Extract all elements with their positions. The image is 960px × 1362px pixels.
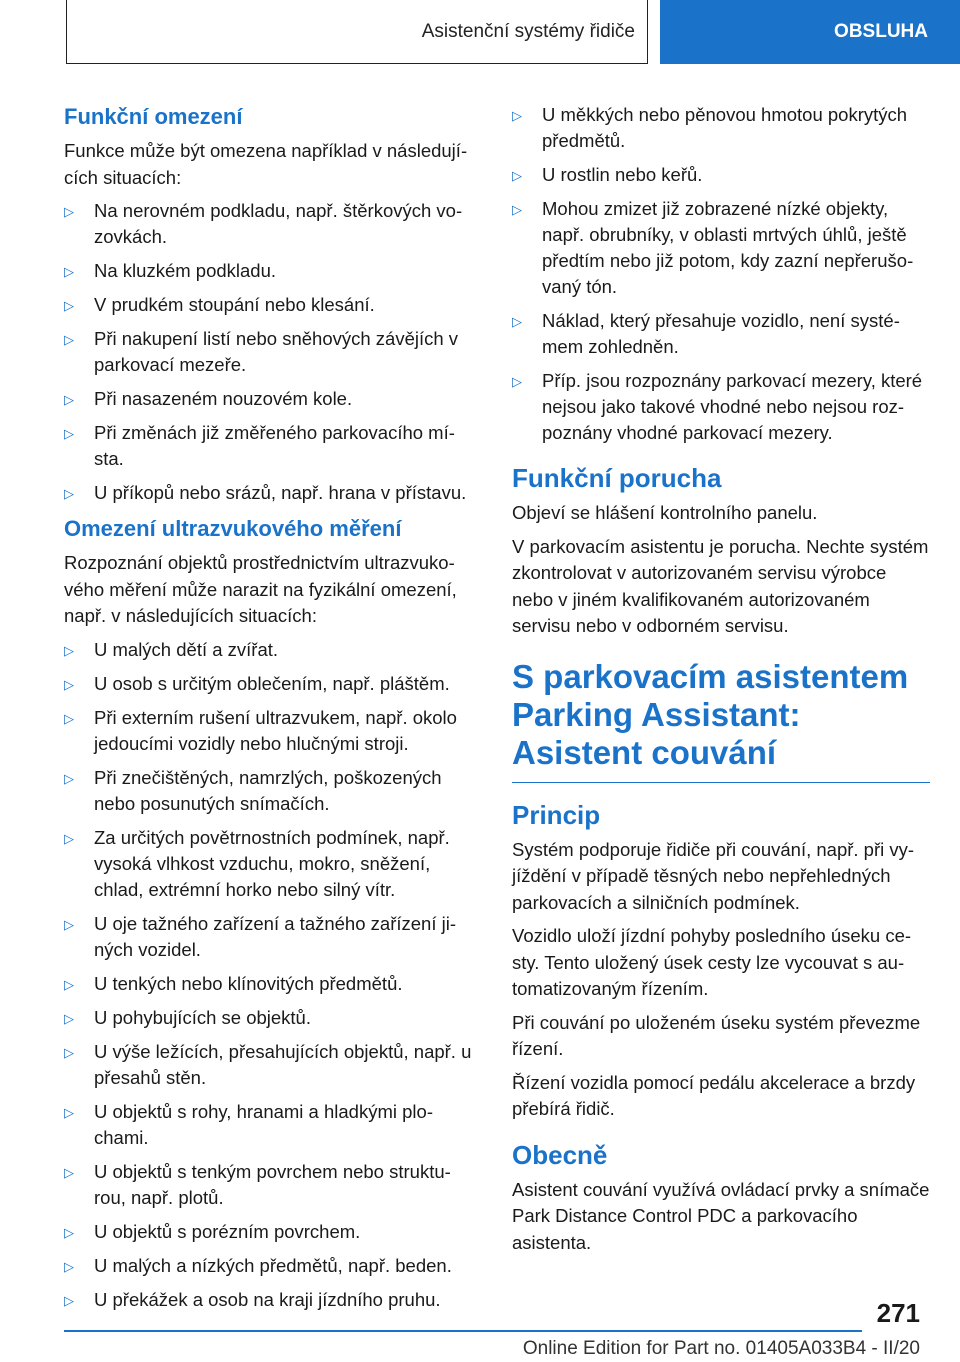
list-item: ▷ Při externím rušení ultrazvukem, např. okolo jedoucími vozidly nebo hlučnými stroji. [64,706,457,754]
principle-paragraph-2: Vozidlo uloží jízdní pohyby posledního úseku cesty. Tento uložený úsek cesty lze vycouvat s automatizovaným řízením. [512,925,912,999]
footer-edition-text: Online Edition for Part no. 01405A033B4 - II/20 [522,1338,920,1359]
section-title-functional-limits: Funkční omezení [64,104,243,129]
list-item: ▷ U rostlin nebo keřů. [512,162,930,188]
triangle-bullet-icon: ▷ [64,676,74,692]
list-item: ▷ U měkkých nebo pěnovou hmotou pokrytých předmětů. [512,104,908,151]
list-item: ▷ U pohybujících se objektů. [64,1005,476,1031]
list-item: ▷ Mohou zmizet již zobrazené nízké objekty, např. obrubníky, v oblasti mrtvých úhlů, ještě předtím nebo již potom, kdy zazní nepřerušovaný tón. [512,198,914,297]
list-item: ▷ U malých a nízkých předmětů, např. beden. [64,1253,476,1279]
principle-paragraph-4: Řízení vozidla pomocí pedálu akcelerace a brzdy přebírá řidič. [512,1071,916,1119]
triangle-bullet-icon: ▷ [64,916,74,932]
list-item: ▷ Na nerovném podkladu, např. štěrkových vozovkách. [64,200,463,247]
list-item: ▷ U osob s určitým oblečením, např. pláštěm. [64,671,476,697]
triangle-bullet-icon: ▷ [64,332,74,347]
triangle-bullet-icon: ▷ [64,770,74,786]
triangle-bullet-icon: ▷ [64,298,74,313]
list-item: ▷ U tenkých nebo klínovitých předmětů. [64,971,476,997]
triangle-bullet-icon: ▷ [64,264,74,279]
list-item: ▷ U objektů s tenkým povrchem nebo strukturou, např. plotů. [64,1160,451,1208]
list-item: ▷ Při změnách již změřeného parkovacího místa. [64,422,455,469]
triangle-bullet-icon: ▷ [512,168,522,183]
triangle-bullet-icon: ▷ [64,830,74,846]
list-item: ▷ Za určitých povětrnostních podmínek, např. vysoká vlhkost vzduchu, mokro, sněžení, chlad, extrémní horko nebo silný vítr. [64,826,450,900]
triangle-bullet-icon: ▷ [64,1224,74,1240]
triangle-bullet-icon: ▷ [512,202,522,217]
list-item: ▷ U objektů s porézním povrchem. [64,1219,476,1245]
triangle-bullet-icon: ▷ [64,1164,74,1180]
triangle-bullet-icon: ▷ [64,426,74,441]
header-section-title: Asistenční systémy řidiče [421,20,635,42]
right-column [512,102,930,1263]
list-item: ▷ Při nakupení listí nebo sněhových závějích v parkovací mezeře. [64,328,459,375]
header-chapter-tab: OBSLUHA [660,0,960,64]
page-number: 271 [876,1298,920,1328]
triangle-bullet-icon: ▷ [64,976,74,992]
fault-paragraph-1: Objeví se hlášení kontrolního panelu. [512,502,818,523]
triangle-bullet-icon: ▷ [512,314,522,329]
list-item: ▷ U překážek a osob na kraji jízdního pruhu. [64,1287,476,1313]
functional-limits-intro: Funkce může být omezena například v následujících situacích: [64,140,468,188]
triangle-bullet-icon: ▷ [64,642,74,658]
ultrasonic-limits-list [64,637,476,1313]
list-item: ▷ Na kluzkém podkladu. [64,258,476,284]
list-item: ▷ V prudkém stoupání nebo klesání. [64,292,476,318]
section-title-principle: Princip [512,799,601,830]
functional-limits-list [64,198,476,506]
list-item: ▷ Příp. jsou rozpoznány parkovací mezery, které nejsou jako takové vhodné nebo nejsou rozpoznány vhodné parkovací mezery. [512,370,923,443]
triangle-bullet-icon: ▷ [512,374,522,389]
section-title-general: Obecně [512,1139,608,1170]
triangle-bullet-icon: ▷ [64,486,74,501]
chapter-title-reversing-assistant: S parkovacím asistentem Parking Assistant: Asistent couvání [512,658,930,783]
general-paragraph-1: Asistent couvání využívá ovládací prvky a snímače Park Distance Control PDC a parkovacího asistenta. [512,1178,930,1253]
list-item: ▷ U objektů s rohy, hranami a hladkými plochami. [64,1100,433,1148]
list-item: ▷ Při znečištěných, namrzlých, poškozených nebo posunutých snímačích. [64,766,442,814]
fault-paragraph-2: V parkovacím asistentu je porucha. Nechte systém zkontrolovat v autorizovaném servisu výrobce nebo v jiném kvalifikovaném autorizovaném servisu nebo v odborném servisu. [512,535,929,636]
list-item: ▷ Při nasazeném nouzovém kole. [64,386,476,412]
triangle-bullet-icon: ▷ [64,1292,74,1308]
section-title-functional-fault: Funkční porucha [512,463,722,493]
left-column [64,102,476,1321]
footer-divider [64,1330,862,1332]
triangle-bullet-icon: ▷ [64,710,74,726]
list-item: ▷ U oje tažného zařízení a tažného zařízení jiných vozidel. [64,912,456,960]
principle-paragraph-3: Při couvání po uloženém úseku systém převezme řízení. [512,1011,921,1059]
triangle-bullet-icon: ▷ [64,1044,74,1060]
section-title-ultrasonic-limits: Omezení ultrazvukového měření [64,516,402,541]
triangle-bullet-icon: ▷ [64,392,74,407]
list-item: ▷ U příkopů nebo srázů, např. hrana v přístavu. [64,480,476,506]
triangle-bullet-icon: ▷ [64,204,74,219]
list-item: ▷ U malých dětí a zvířat. [64,637,476,663]
principle-paragraph-1: Systém podporuje řidiče při couvání, např. při vyjíždění v případě těsných nebo nepřehledných parkovacích a silničních podmínek. [512,838,915,913]
triangle-bullet-icon: ▷ [64,1104,74,1120]
triangle-bullet-icon: ▷ [64,1010,74,1026]
list-item: ▷ Náklad, který přesahuje vozidlo, není systémem zohledněn. [512,310,900,357]
ultrasonic-limits-list-continued [512,102,930,446]
list-item: ▷ U výše ležících, přesahujících objektů, např. u přesahů stěn. [64,1040,472,1088]
ultrasonic-limits-intro: Rozpoznání objektů prostřednictvím ultrazvukového měření může narazit na fyzikální omezení, např. v následujících situacích: [64,552,457,626]
triangle-bullet-icon: ▷ [64,1258,74,1274]
triangle-bullet-icon: ▷ [512,108,522,123]
header-section-box [66,0,648,64]
